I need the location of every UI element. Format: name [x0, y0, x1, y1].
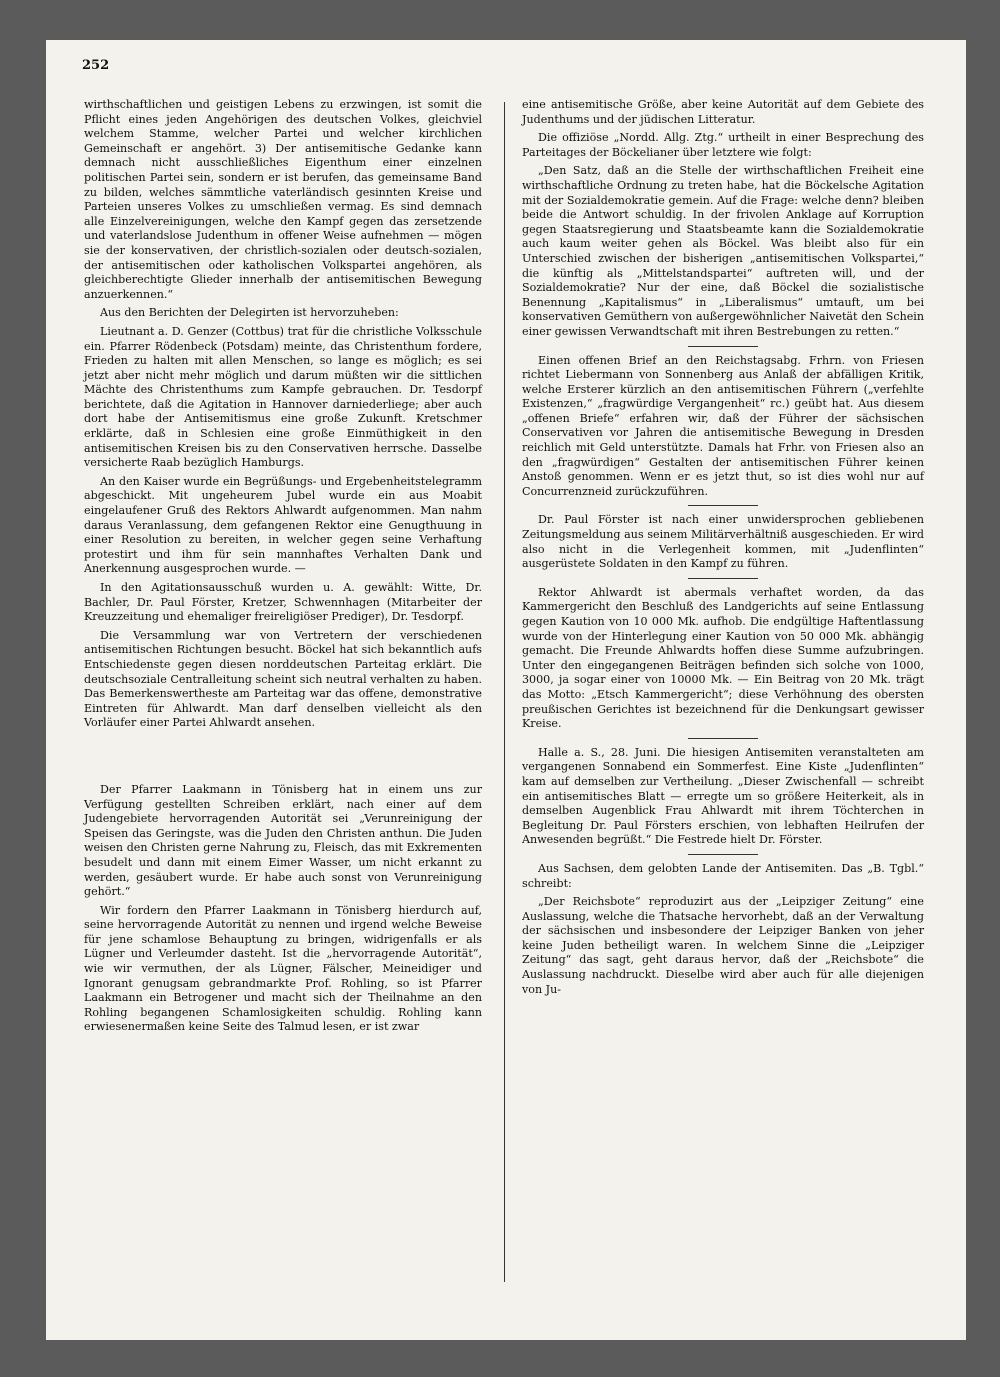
paragraph: wirthschaftlichen und geistigen Lebens zu erzwingen, ist somit die Pflicht eines jeden Angehörigen des deutschen Volkes, gleichviel welchem Stamme, welcher Partei und welcher kirchlichen Gemeinschaft er angehört. 3) Der antisemitische Gedanke kann demnach nicht ausschließliches Eigenthum einer einzelnen politischen Partei sein, sondern er ist berufen, das gemeinsame Band zu bilden, welches sämmtliche vaterländisch gesinnten Kreise und Parteien unseres Volkes zu umschließen vermag. Es sind demnach alle Einzelvereinigungen, welche den Kampf gegen das zersetzende und vaterlandslose Judenthum in offener Weise aufnehmen — mögen sie der konservativen, der christlich-sozialen oder deutsch-sozialen, der antisemitischen oder katholischen Volkspartei angehören, als gleichberechtigte Glieder innerhalb der antisemitischen Bewegung anzuerkennen.“ [84, 98, 482, 301]
paragraph: Einen offenen Brief an den Reichstagsabg. Frhrn. von Friesen richtet Liebermann von Sonnenberg aus Anlaß der abfälligen Kritik, welche Ersterer kürzlich an den antisemitischen Führern („verfehlte Existenzen,“ „fragwürdige Vergangenheit“ rc.) geübt hat. Aus diesem „offenen Briefe“ erfahren wir, daß der Führer der sächsischen Conservativen vor Jahren die antisemitische Bewegung in Dresden reichlich mit Geld unterstützte. Damals hat Frhr. von Friesen also an den „fragwürdigen“ Gestalten der antisemitischen Führer keinen Anstoß genommen. Wenn er es jetzt thut, so ist dies wohl nur auf Concurrenzneid zurückzuführen. [522, 353, 924, 498]
paragraph: Wir fordern den Pfarrer Laakmann in Tönisberg hierdurch auf, seine hervorragende Autorität zu nennen und irgend welche Beweise für jene schamlose Behauptung zu bringen, widrigenfalls er als Lügner und Verleumder dasteht. Ist die „hervorragende Autorität“, wie wir vermuthen, der als Lügner, Fälscher, Meineidiger und Ignorant genugsam gebrandmarkte Prof. Rohling, so ist Pfarrer Laakmann ein Betrogener und macht sich der Theilnahme an den Rohling begangenen Schamlosigkeiten schuldig. Rohling kann erwiesenermaßen keine Seite des Talmud lesen, er ist zwar [84, 903, 482, 1034]
paragraph: Der Pfarrer Laakmann in Tönisberg hat in einem uns zur Verfügung gestellten Schreiben erklärt, nach einer auf dem Judengebiete hervorragenden Autorität sei „Verunreinigung der Speisen das Geringste, was die Juden den Christen anthun. Die Juden weisen den Christen gerne Nahrung zu, Fleisch, das mit Exkrementen besudelt und dann mit einem Eimer Wasser, um nicht erkannt zu werden, gesäubert wurde. Er habe auch sonst von Verunreinigung gehört.“ [84, 782, 482, 899]
page-number: 252 [82, 58, 110, 73]
section-separator [688, 505, 758, 506]
paragraph: Die Versammlung war von Vertretern der verschiedenen antisemitischen Richtungen besucht. Böckel hat sich bekanntlich aufs Entschiedenste gegen diesen norddeutschen Parteitag erklärt. Die deutschsoziale Centralleitung scheint sich neutral verhalten zu haben. Das Bemerkenswertheste am Parteitag war das offene, demonstrative Eintreten für Ahlwardt. Man darf denselben vielleicht als den Vorläufer einer Partei Ahlwardt ansehen. [84, 628, 482, 730]
newspaper-page [46, 40, 966, 1340]
paragraph: Halle a. S., 28. Juni. Die hiesigen Antisemiten veranstalteten am vergangenen Sonnabend ein Sommerfest. Eine Kiste „Judenflinten“ kam auf demselben zur Vertheilung. „Dieser Zwischenfall — schreibt ein antisemitisches Blatt — erregte um so größere Heiterkeit, als in demselben Augenblick Frau Ahlwardt mit ihrem Töchterchen in Begleitung Dr. Paul Försters erschien, von lebhaften Heilrufen der Anwesenden begrüßt.“ Die Festrede hielt Dr. Förster. [522, 745, 924, 847]
paragraph: „Der Reichsbote“ reproduzirt aus der „Leipziger Zeitung“ eine Auslassung, welche die Thatsache hervorhebt, daß an der Verwaltung der sächsischen und insbesondere der Leipziger Banken von jeher keine Juden betheiligt waren. In welchem Sinne die „Leipziger Zeitung“ das sagt, geht daraus hervor, daß der „Reichsbote“ die Auslassung nachdruckt. Dieselbe wird aber auch für alle diejenigen von Ju- [522, 895, 924, 996]
paragraph: In den Agitationsausschuß wurden u. A. gewählt: Witte, Dr. Bachler, Dr. Paul Förster, Kretzer, Schwennhagen (Mitarbeiter der Kreuzzeitung und ehemaliger freireligiöser Prediger), Dr. Tesdorpf. [84, 581, 482, 624]
left-column [84, 98, 482, 1039]
paragraph: Aus Sachsen, dem gelobten Lande der Antisemiten. Das „B. Tgbl.“ schreibt: [522, 861, 924, 890]
column-divider [504, 102, 505, 1282]
paragraph: Rektor Ahlwardt ist abermals verhaftet worden, da das Kammergericht den Beschluß des Landgerichts auf seine Entlassung gegen Kaution von 10 000 Mk. aufhob. Die endgültige Haftentlassung wurde von der Hinterlegung einer Kaution von 50 000 Mk. abhängig gemacht. Die Freunde Ahlwardts hoffen diese Summe aufzubringen. Unter den eingegangenen Beiträgen befinden sich solche von 1000, 3000, ja sogar einer von 10000 Mk. — Ein Beitrag von 20 Mk. trägt das Motto: „Etsch Kammergericht“; diese Verhöhnung des obersten preußischen Gerichtes ist bezeichnend für die Denkungsart gewisser Kreise. [522, 585, 924, 731]
section-separator [688, 854, 758, 855]
paragraph: Lieutnant a. D. Genzer (Cottbus) trat für die christliche Volksschule ein. Pfarrer Rödenbeck (Potsdam) meinte, das Christenthum fordere, Frieden zu halten mit allen Menschen, so lange es möglich; es sei jetzt aber nicht mehr möglich und darum müßten wir die sittlichen Mächte des Christenthums zum Kampfe gebrauchen. Dr. Tesdorpf berichtete, daß die Agitation in Hannover darniederliege; aber auch dort habe der Antisemitismus eine große Zukunft. Kretschmer erklärte, daß in Schlesien eine große Einmüthigkeit in den antisemitischen Kreisen bis zu den Conservativen herrsche. Dasselbe versicherte Raab bezüglich Hamburgs. [84, 324, 482, 470]
paragraph: An den Kaiser wurde ein Begrüßungs- und Ergebenheitstelegramm abgeschickt. Mit ungeheurem Jubel wurde ein aus Moabit eingelaufener Gruß des Rektors Ahlwardt aufgenommen. Man nahm daraus Veranlassung, dem gefangenen Rektor eine Genugthuung in einer Resolution zu bereiten, in welcher gegen seine Verhaftung protestirt und ihm für sein mannhaftes Verhalten Dank und Anerkennung ausgesprochen wurde. — [84, 474, 482, 576]
section-separator [688, 578, 758, 579]
section-separator [688, 346, 758, 347]
paragraph: eine antisemitische Größe, aber keine Autorität auf dem Gebiete des Judenthums und der jüdischen Litteratur. [522, 98, 924, 126]
paragraph: „Den Satz, daß an die Stelle der wirthschaftlichen Freiheit eine wirthschaftliche Ordnung zu treten habe, hat die Böckelsche Agitation mit der Sozialdemokratie gemein. Auf die Frage: welche denn? bleiben beide die Antwort schuldig. In der frivolen Anklage auf Korruption gegen Staatsregierung und Staatsbeamte kann die Sozialdemokratie auch kaum weiter gehen als Böckel. Was bleibt also für ein Unterschied zwischen der bisherigen „antisemitischen Volkspartei,“ die künftig als „Mittelstandspartei“ auftreten will, und der Sozialdemokratie? Nur der eine, daß Böckel die sozialistische Benennung „Kapitalismus“ in „Liberalismus“ umtauft, um bei konservativen Gemüthern von außergewöhnlicher Naivetät den Schein einer gewissen Verwandtschaft mit ihren Bestrebungen zu retten.“ [522, 164, 924, 338]
paragraph: Die offiziöse „Nordd. Allg. Ztg.“ urtheilt in einer Besprechung des Parteitages der Böckelianer über letztere wie folgt: [522, 131, 924, 159]
right-column [522, 98, 924, 1001]
section-separator [688, 738, 758, 739]
paragraph: Dr. Paul Förster ist nach einer unwidersprochen gebliebenen Zeitungsmeldung aus seinem Militärverhältniß ausgeschieden. Er wird also nicht in die Verlegenheit kommen, mit „Judenflinten“ ausgerüstete Soldaten in den Kampf zu führen. [522, 513, 924, 571]
section-gap [84, 735, 482, 783]
paragraph: Aus den Berichten der Delegirten ist hervorzuheben: [100, 306, 399, 320]
